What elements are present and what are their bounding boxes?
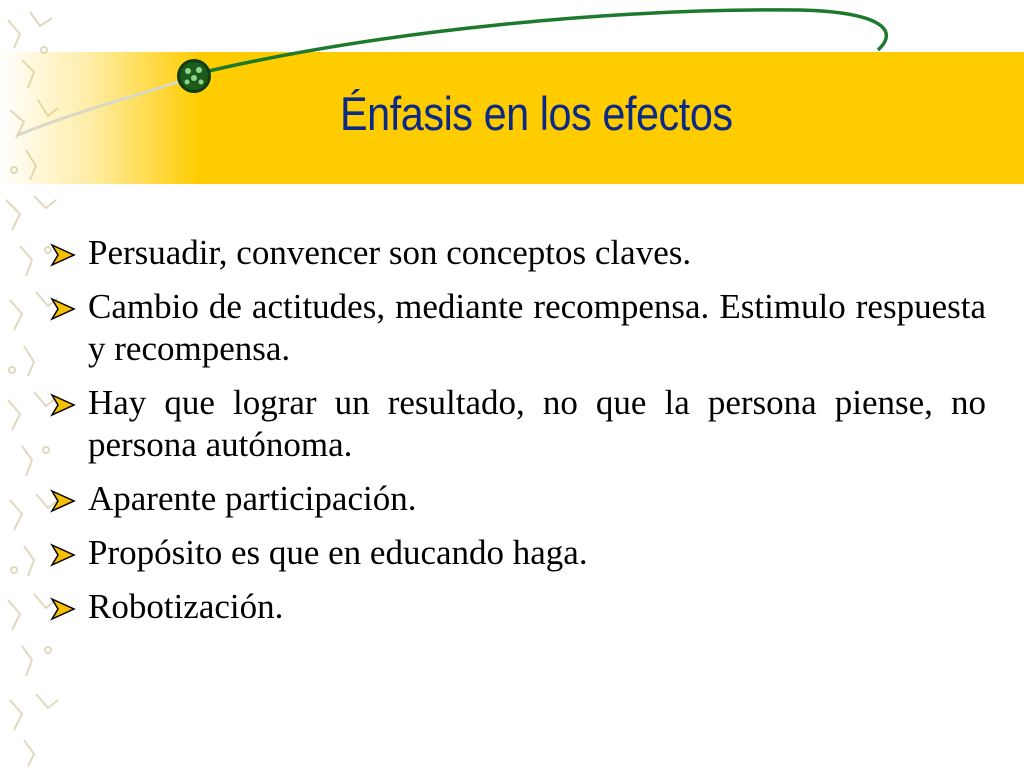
arrow-bullet-icon bbox=[50, 243, 80, 267]
bullet-item bbox=[50, 478, 986, 520]
arrow-bullet-icon bbox=[50, 393, 80, 417]
bullet-item bbox=[50, 382, 986, 466]
bullet-text: Aparente participación. bbox=[88, 479, 417, 518]
bullet-list bbox=[50, 232, 986, 640]
orb-icon bbox=[177, 59, 211, 93]
bullet-text: Hay que lograr un resultado, no que la persona piense, no persona autónoma. bbox=[88, 383, 986, 464]
slide-title: Énfasis en los efectos bbox=[340, 87, 733, 140]
bullet-item bbox=[50, 586, 986, 628]
arrow-bullet-icon bbox=[50, 297, 80, 321]
bullet-item bbox=[50, 232, 986, 274]
bullet-item bbox=[50, 286, 986, 370]
arrow-bullet-icon bbox=[50, 597, 80, 621]
bullet-text: Persuadir, convencer son conceptos claves. bbox=[88, 233, 692, 272]
bullet-text: Robotización. bbox=[88, 587, 284, 626]
arrow-bullet-icon bbox=[50, 489, 80, 513]
bullet-text: Cambio de actitudes, mediante recompensa. Estimulo respuesta y recompensa. bbox=[88, 287, 986, 368]
arrow-bullet-icon bbox=[50, 543, 80, 567]
bullet-text: Propósito es que en educando haga. bbox=[88, 533, 588, 572]
bullet-item bbox=[50, 532, 986, 574]
